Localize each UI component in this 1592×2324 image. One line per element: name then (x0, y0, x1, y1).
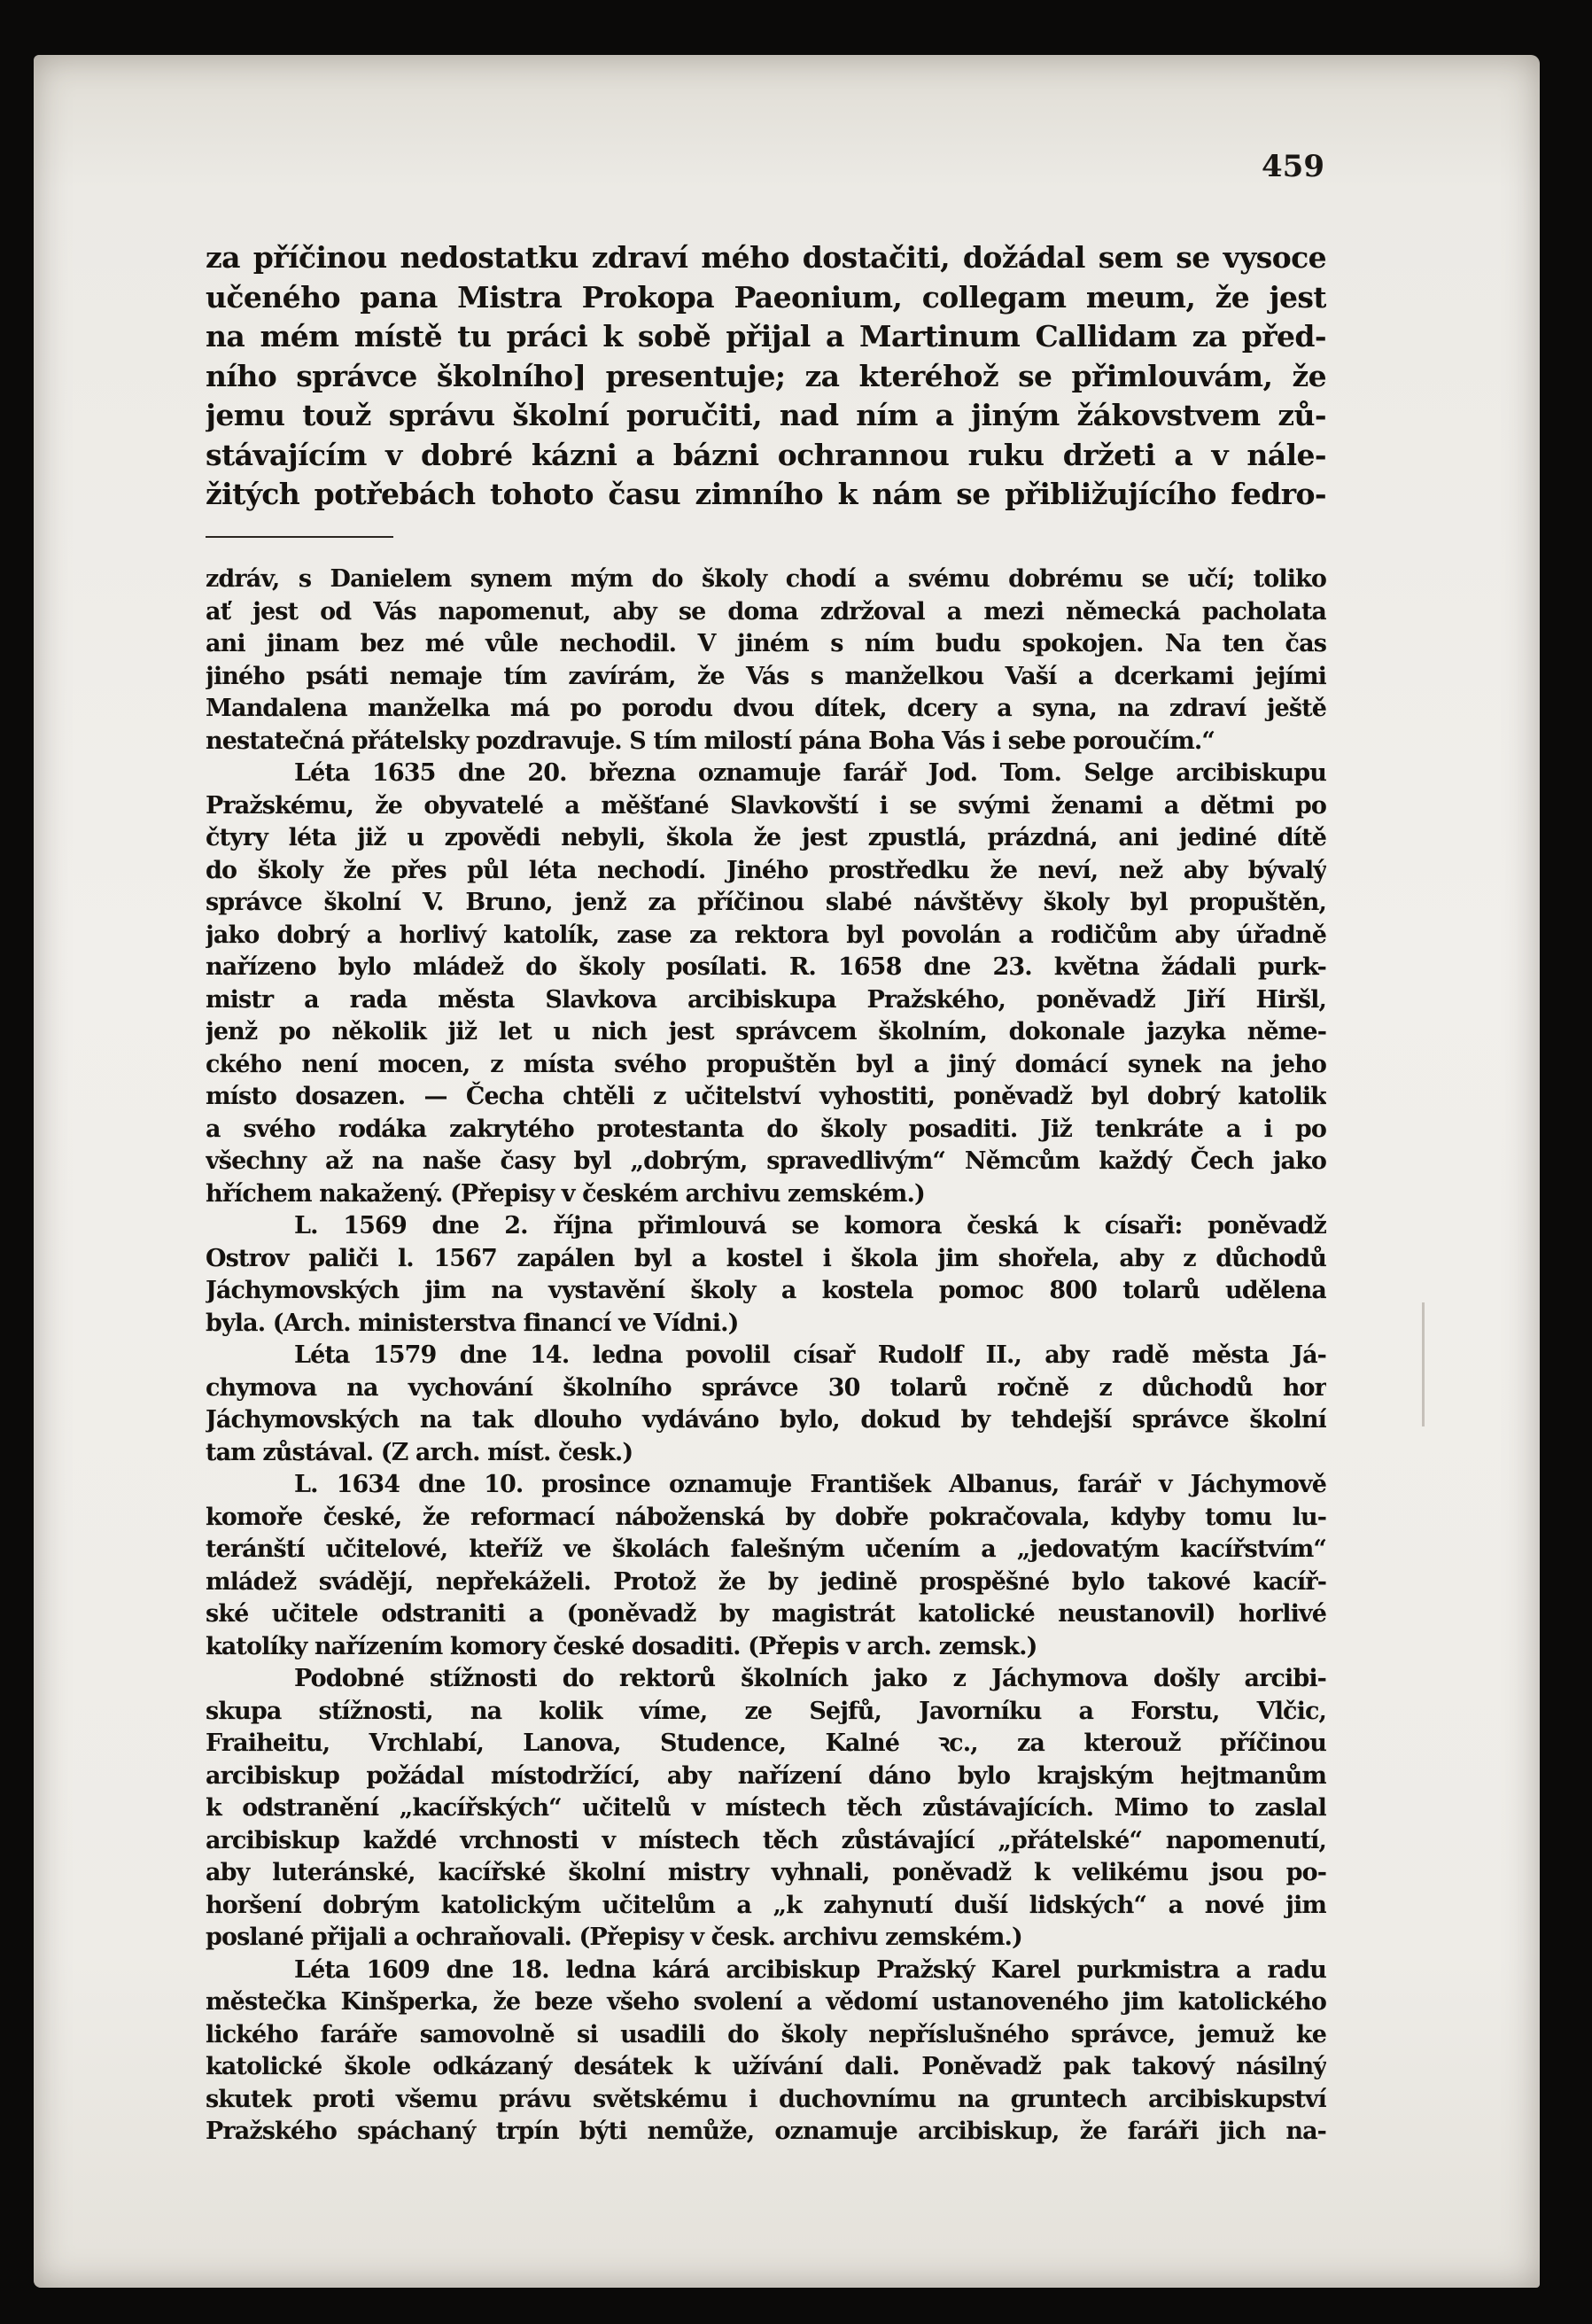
text-line: mládež svádějí, nepřekáželi. Protož že by jedině prospěšné bylo takové kacíř- (206, 1567, 1326, 1596)
text-line: katolíky nařízením komory české dosaditi. (Přepis v arch. zemsk.) (206, 1632, 1037, 1660)
text-line: nestatečná přátelsky pozdravuje. S tím milostí pána Boha Vás i sebe poroučím.“ (206, 727, 1215, 755)
text-line: katolické škole odkázaný desátek k užívání dali. Poněvadž pak takový násilný (206, 2053, 1326, 2080)
text-line: L. 1634 dne 10. prosince oznamuje František Albanus, farář v Jáchymově (294, 1471, 1326, 1498)
text-line: mistr a rada města Slavkova arcibiskupa Pražského, poněvadž Jiří Hiršl, (206, 985, 1326, 1014)
text-line: Léta 1579 dne 14. ledna povolil císař Rudolf II., aby radě města Já- (294, 1341, 1326, 1369)
text-line: správce školní V. Bruno, jenž za příčinou slabé návštěvy školy byl propuštěn, (206, 889, 1326, 916)
text-line: všechny až na naše časy byl „dobrým, spravedlivým“ Němcům každý Čech jako (206, 1147, 1326, 1175)
text-line: jenž po několik již let u nich jest správcem školním, dokonale jazyka něme- (206, 1018, 1326, 1045)
main-text-block (206, 238, 1326, 515)
text-line: Léta 1609 dne 18. ledna kárá arcibiskup Pražský Karel purkmistra a radu (294, 1955, 1326, 1984)
footnote-text-block (206, 564, 1326, 2149)
page-number: 459 (1262, 149, 1324, 184)
margin-pencil-mark (1422, 1302, 1425, 1426)
text-line: čtyry léta již u zpovědi nebyli, škola že jest zpustlá, prázdná, ani jediné dítě (206, 824, 1326, 851)
text-line: Jáchymovských jim na vystavění školy a kostela pomoc 800 tolarů udělena (206, 1277, 1326, 1304)
text-line: místo dosazen. — Čecha chtěli z učitelství vyhostiti, poněvadž byl dobrý katolik (206, 1083, 1326, 1110)
text-line: na mém místě tu práci k sobě přijal a Martinum Callidam za před- (206, 319, 1326, 354)
text-line: jiného psáti nemaje tím zavírám, že Vás s manželkou Vaší a dcerkami jejími (206, 662, 1326, 690)
text-line: Jáchymovských na tak dlouho vydáváno bylo, dokud by tehdejší správce školní (206, 1406, 1326, 1434)
text-line: učeného pana Mistra Prokopa Paeonium, collegam meum, že jest (206, 279, 1326, 315)
text-line: ské učitele odstraniti a (poněvadž by magistrát katolické neustanovil) horlivé (206, 1600, 1326, 1628)
text-line: aby luteránské, kacířské školní mistry vyhnali, poněvadž k velikému jsou po- (206, 1859, 1326, 1886)
text-line: skupa stížnosti, na kolik víme, ze Sejfů, Javorníku a Forstu, Vlčic, (206, 1697, 1326, 1725)
text-line: stávajícím v dobré kázni a bázni ochrannou ruku držeti a v nále- (206, 437, 1326, 472)
text-line: byla. (Arch. ministerstva financí ve Vídni.) (206, 1309, 739, 1337)
text-line: žitých potřebách tohoto času zimního k nám se přibližujícího fedro- (206, 477, 1326, 511)
text-line: Fraiheitu, Vrchlabí, Lanova, Studence, Kalné ꝛc., za kterouž příčinou (206, 1729, 1326, 1757)
text-line: lického faráře samovolně si usadili do školy nepříslušného správce, jemuž ke (206, 2020, 1326, 2048)
text-line: chymova na vychování školního správce 30 tolarů ročně z důchodů hor (206, 1373, 1326, 1402)
text-line: městečka Kinšperka, že beze všeho svolení a vědomí ustanoveného jim katolického (206, 1988, 1326, 2016)
text-line: ať jest od Vás napomenut, aby se doma zdržoval a mezi německá pacholata (206, 597, 1326, 626)
text-line: komoře české, že reformací náboženská by dobře pokračovala, kdyby tomu lu- (206, 1503, 1326, 1531)
text-line: teránští učitelové, kteříž ve školách falešným učením a „jedovatým kacířstvím“ (206, 1535, 1326, 1563)
text-line: skutek proti všemu právu světskému i duchovnímu na gruntech arcibiskupství (206, 2085, 1326, 2113)
text-line: ani jinam bez mé vůle nechodil. V jiném s ním budu spokojen. Na ten čas (206, 630, 1326, 657)
text-line: arcibiskup každé vrchnosti v místech těch zůstávající „přátelské“ napomenutí, (206, 1826, 1326, 1854)
text-line: Pražského spáchaný trpín býti nemůže, oznamuje arcibiskup, že faráři jich na- (206, 2118, 1326, 2145)
text-line: arcibiskup požádal místodržící, aby nařízení dáno bylo krajským hejtmanům (206, 1761, 1326, 1790)
text-line: nařízeno bylo mládež do školy posílati. R. 1658 dne 23. května žádali purk- (206, 953, 1326, 981)
text-line: za příčinou nedostatku zdraví mého dostačiti, dožádal sem se vysoce (206, 240, 1326, 275)
text-line: Ostrov paliči l. 1567 zapálen byl a kostel i škola jim shořela, aby z důchodů (206, 1244, 1326, 1272)
text-line: zdráv, s Danielem synem mým do školy chodí a svému dobrému se učí; toliko (206, 565, 1326, 593)
text-line: a svého rodáka zakrytého protestanta do školy posaditi. Již tenkráte a i po (206, 1115, 1326, 1143)
text-line: Podobné stížnosti do rektorů školních jako z Jáchymova došly arcibi- (294, 1665, 1326, 1692)
text-line: ního správce školního] presentuje; za kteréhož se přimlouvám, že (206, 358, 1326, 393)
text-line: tam zůstával. (Z arch. míst. česk.) (206, 1438, 633, 1466)
text-line: L. 1569 dne 2. října přimlouvá se komora česká k císaři: poněvadž (294, 1212, 1326, 1240)
text-line: Léta 1635 dne 20. března oznamuje farář Jod. Tom. Selge arcibiskupu (294, 759, 1326, 787)
text-line: Pražskému, že obyvatelé a měšťané Slavkovští i se svými ženami a dětmi po (206, 791, 1326, 820)
text-line: poslané přijali a ochraňovali. (Přepisy v česk. archivu zemském.) (206, 1924, 1022, 1951)
text-line: ckého není mocen, z místa svého propuštěn byl a jiný domácí synek na jeho (206, 1050, 1326, 1078)
footnote-divider (206, 536, 393, 538)
text-line: k odstranění „kacířských“ učitelů v místech těch zůstávajících. Mimo to zaslal (206, 1794, 1326, 1822)
text-line: jemu touž správu školní poručiti, nad ním a jiným žákovstvem zů- (206, 398, 1326, 432)
text-line: jako dobrý a horlivý katolík, zase za rektora byl povolán a rodičům aby úřadně (206, 921, 1326, 949)
text-line: do školy že přes půl léta nechodí. Jiného prostředku že neví, než aby bývalý (206, 856, 1326, 884)
text-line: hříchem nakažený. (Přepisy v českém archivu zemském.) (206, 1179, 925, 1208)
text-line: Mandalena manželka má po porodu dvou dítek, dcery a syna, na zdraví ještě (206, 695, 1326, 722)
text-line: horšení dobrým katolickým učitelům a „k zahynutí duší lidských“ a nové jim (206, 1891, 1326, 1919)
